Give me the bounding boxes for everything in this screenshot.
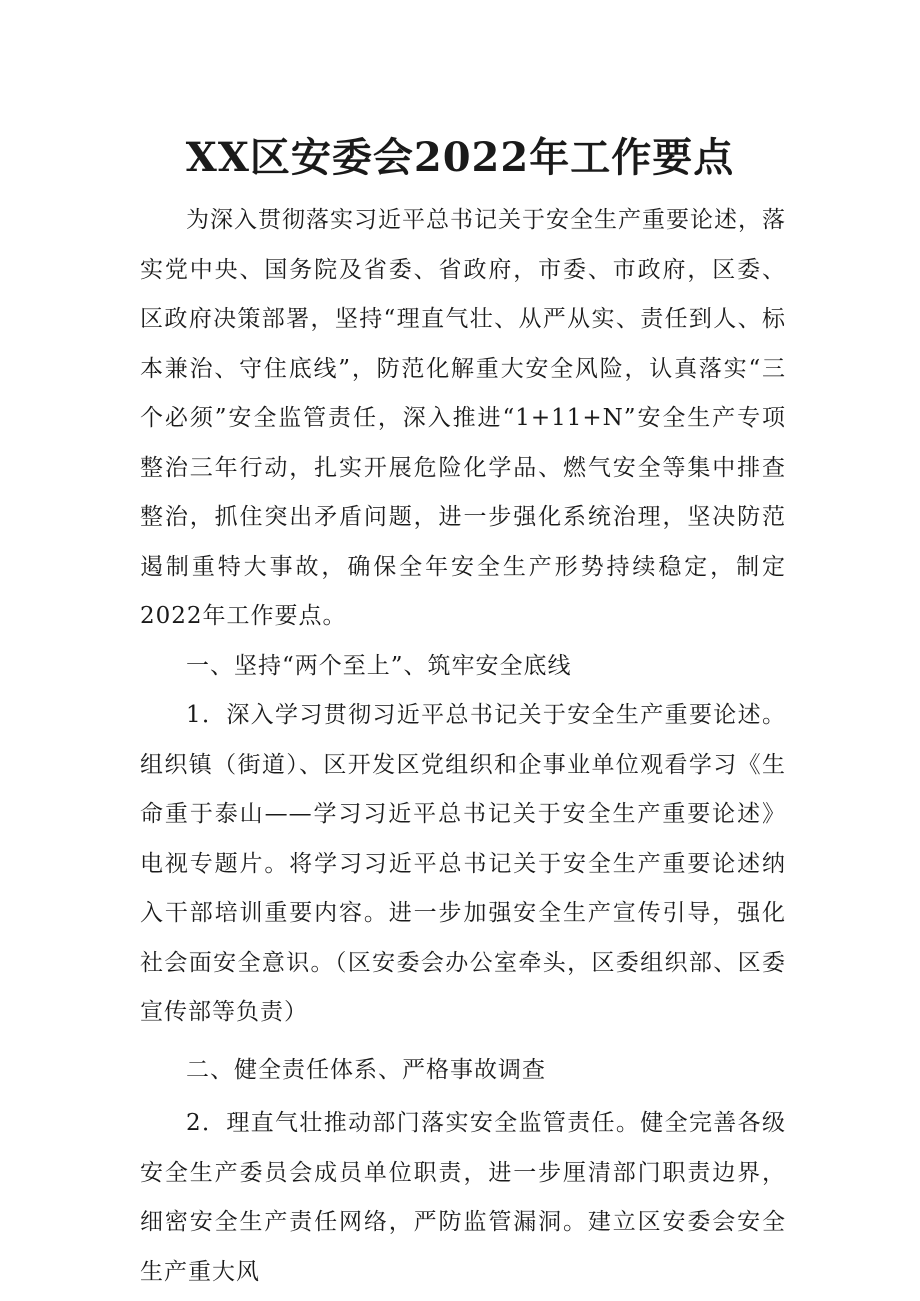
document-body — [140, 196, 786, 1297]
item-paragraph-2: 2．理直气壮推动部门落实安全监管责任。健全完善各级安全生产委员会成员单位职责，进一步厘清部门职责边界，细密安全生产责任网络，严防监管漏洞。建立区安委会安全生产重大风 — [140, 1110, 786, 1285]
document-title: XX区安委会2022年工作要点 — [185, 134, 735, 181]
item-paragraph-1: 1．深入学习贯彻习近平总书记关于安全生产重要论述。组织镇（街道）、区开发区党组织和企事业单位观看学习《生命重于泰山——学习习近平总书记关于安全生产重要论述》电视专题片。将学习习近平总书记关于安全生产重要论述纳入干部培训重要内容。进一步加强安全生产宣传引导，强化社会面安全意识。（区安委会办公室牵头，区委组织部、区委宣传部等负责） — [140, 702, 786, 1025]
section-heading-2: 二、健全责任体系、严格事故调查 — [186, 1056, 546, 1083]
section-heading-1: 一、坚持“两个至上”、筑牢安全底线 — [186, 652, 572, 679]
intro-paragraph: 为深入贯彻落实习近平总书记关于安全生产重要论述，落实党中央、国务院及省委、省政府，市委、市政府，区委、区政府决策部署，坚持“理直气壮、从严从实、责任到人、标本兼治、守住底线”，防范化解重大安全风险，认真落实“三个必须”安全监管责任，深入推进“1+11+N”安全生产专项整治三年行动，扎实开展危险化学品、燃气安全等集中排查整治，抓住突出矛盾问题，进一步强化系统治理，坚决防范遏制重特大事故，确保全年安全生产形势持续稳定，制定2022年工作要点。 — [140, 207, 786, 629]
